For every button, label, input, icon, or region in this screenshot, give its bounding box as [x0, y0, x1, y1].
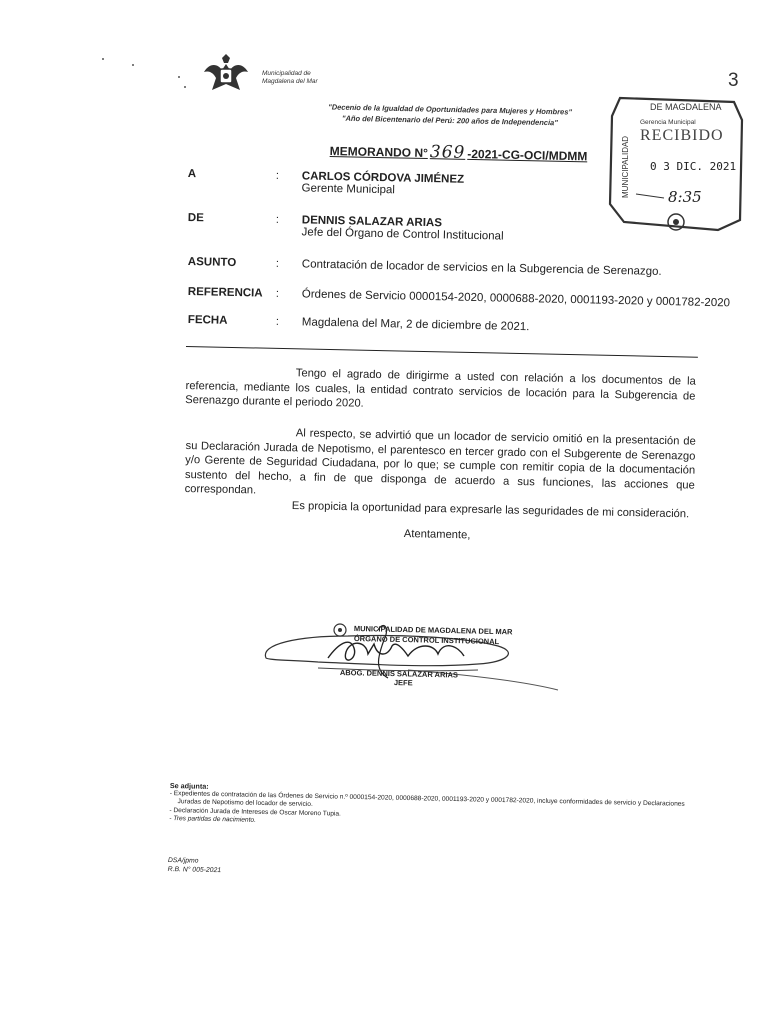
scan-speck [178, 76, 180, 78]
to-name: CARLOS CÓRDOVA JIMÉNEZ [301, 170, 465, 186]
year-slogan: "Año del Bicentenario del Perú: 200 años de Independencia" [341, 113, 558, 128]
from-colon: : [275, 213, 280, 226]
date-value: Magdalena del Mar, 2 de diciembre de 2021. [301, 316, 530, 334]
from-name: DENNIS SALAZAR ARIAS [301, 214, 443, 230]
stamp-date: 0 3 DIC. 2021 [650, 160, 737, 173]
reference-value: Órdenes de Servicio 0000154-2020, 0000688-2020, 0001193-2020 y 0001782-2020 [301, 288, 731, 310]
signer-name: ABOG. DENNIS SALAZAR ARIAS [339, 668, 459, 680]
date-row [187, 314, 708, 334]
to-colon: : [275, 169, 280, 182]
attachment-item: - Declaración Jurada de Intereses de Oscar Moreno Tupia. [169, 806, 341, 818]
subject-label: ASUNTO [187, 256, 237, 270]
stamp-side-text: MUNICIPALIDAD [621, 135, 630, 198]
scan-speck [184, 86, 186, 88]
attachment-item: - Tres partidas de nacimiento. [169, 814, 257, 824]
attachments-title: Se adjunta: [169, 781, 209, 791]
attachment-item: - Expedientes de contratación de las Órdenes de Servicio n.º 0000154-2020, 0000688-2020, 0001193-2020 y 0001782-2020, incluye conformidades de servicio y Declaraciones Juradas de Nepotismo del locador de servicio. [169, 790, 685, 809]
closing: Atentamente, [403, 528, 471, 542]
memo-title [330, 140, 588, 165]
handwritten-signature [258, 600, 578, 700]
coat-of-arms-logo [200, 54, 252, 96]
reception-stamp [606, 90, 746, 236]
subject-value: Contratación de locador de servicios en la Subgerencia de Serenazgo. [301, 258, 662, 278]
body-paragraph-3: Es propicia la oportunidad para expresarle las seguridades de mi consideración. [291, 500, 690, 521]
stamp-received: RECIBIDO [640, 127, 724, 144]
page-number: 3 [728, 70, 739, 91]
body-paragraph-2: Al respecto, se advirtió que un locador de servicio omitió en la presentación de su Declaración Jurada de Nepotismo, el parentesco en tercer grado con el Subgerente de Serenazgo y/o Gerente de Seguridad Ciudadana, por lo que; se cumple con remitir copia de la documentación sustento del hecho, a fin de que disponga de acuerdo a sus funciones, las acciones que correspondan. [184, 427, 696, 497]
footer-resolution: R.B. N° 005-2021 [167, 865, 222, 875]
scan-speck [132, 64, 134, 66]
to-label: A [187, 168, 197, 181]
decade-slogan: "Decenio de la Igualdad de Oportunidades para Mujeres y Hombres" [328, 102, 573, 117]
memo-prefix: MEMORANDO N° [329, 143, 429, 161]
reference-label: REFERENCIA [187, 286, 263, 300]
reference-row [187, 286, 731, 310]
signer-role: JEFE [393, 678, 413, 688]
from-label: DE [187, 212, 204, 225]
date-colon: : [275, 315, 280, 328]
memo-number: 369 [429, 142, 466, 163]
memo-suffix: -2021-CG-OCI/MDMM [467, 146, 588, 164]
seal-line-2: ÓRGANO DE CONTROL INSTITUCIONAL [353, 634, 500, 647]
to-role: Gerente Municipal [301, 182, 396, 197]
header-divider [186, 346, 698, 358]
footer-reference [168, 856, 222, 875]
institution-name: Municipalidad de Magdalena del Mar [262, 70, 318, 85]
stamp-sub-text: Gerencia Municipal [640, 119, 696, 126]
stamp-top-text: DE MAGDALENA [650, 102, 722, 112]
attachments [169, 782, 690, 834]
scan-speck [102, 58, 104, 60]
date-label: FECHA [187, 314, 228, 327]
subject-row [187, 256, 708, 278]
footer-initials: DSA/jpmo [167, 856, 199, 865]
official-slogans [300, 101, 600, 129]
reference-colon: : [275, 287, 280, 300]
seal-line-1: MUNICIPALIDAD DE MAGDALENA DEL MAR [353, 624, 513, 637]
body-paragraph-1: Tengo el agrado de dirigirme a usted con relación a los documentos de la referencia, mediante los cuales, la entidad contrato servicios de locación para la Subgerencia de Serenazgo durante el periodo 2020. [185, 367, 696, 410]
subject-colon: : [275, 257, 280, 270]
stamp-time: 8:35 [668, 188, 702, 206]
from-role: Jefe del Órgano de Control Institucional [301, 226, 504, 243]
